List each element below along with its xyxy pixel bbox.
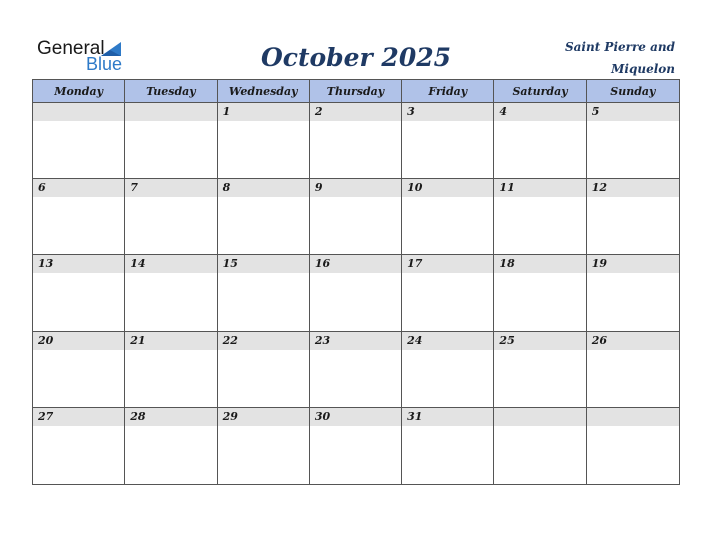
day-cell [33,179,125,255]
logo-word-blue: Blue [86,54,123,74]
day-cell [33,332,125,408]
day-number: 1 [222,105,231,118]
weekday-header: Thursday [310,80,402,103]
day-number: 21 [130,333,146,347]
weekday-header: Monday [33,80,125,103]
day-number: 8 [222,181,231,195]
day-cell [494,332,586,408]
day-number: 29 [222,409,238,423]
day-cell [33,103,125,179]
day-number: 23 [314,333,331,347]
day-cell [125,179,217,255]
day-number: 4 [499,105,508,118]
day-cell [218,255,310,331]
day-number: 14 [130,257,146,271]
day-number: 30 [314,409,331,423]
day-cell [494,408,586,484]
day-cell [125,408,217,484]
day-cell [218,103,310,179]
day-cell [402,255,494,331]
day-cell [310,332,402,408]
day-number: 28 [130,409,146,423]
day-cell [587,179,679,255]
day-cell [310,255,402,331]
day-cell [402,332,494,408]
day-number: 2 [314,105,323,118]
day-cell [587,255,679,331]
day-number: 11 [499,181,515,195]
day-cell [310,103,402,179]
day-cell [33,408,125,484]
generalblue-logo [37,38,137,74]
day-cell [218,332,310,408]
day-number: 12 [591,181,608,195]
day-cell [494,103,586,179]
day-number: 20 [38,333,54,347]
day-number: 5 [591,105,600,118]
day-number: 27 [38,409,54,423]
day-number: 25 [499,333,515,347]
day-cell [494,255,586,331]
day-number: 3 [407,105,415,118]
day-cell [310,179,402,255]
day-number: 17 [407,257,423,271]
day-number: 13 [38,257,54,271]
day-number: 18 [499,257,515,271]
day-number: 7 [130,181,138,195]
day-number: 6 [38,181,46,195]
day-number: 15 [222,257,238,271]
day-cell [218,408,310,484]
day-number: 10 [407,181,423,195]
day-cell [402,103,494,179]
day-number: 9 [314,181,323,195]
weekday-header: Sunday [587,80,679,103]
day-number: 31 [407,409,423,423]
day-cell [33,255,125,331]
day-cell [125,103,217,179]
day-cell [494,179,586,255]
day-cell [125,332,217,408]
weekday-header: Tuesday [125,80,217,103]
day-cell [587,408,679,484]
day-number: 24 [407,333,423,347]
weekday-header: Saturday [494,80,586,103]
calendar-title: October 2025 [260,43,452,72]
logo-word-general: General [37,38,105,59]
day-number: 19 [591,257,608,271]
day-cell [310,408,402,484]
calendar-grid [32,79,680,485]
day-cell [218,179,310,255]
day-cell [125,255,217,331]
weekday-header: Wednesday [218,80,310,103]
day-cell [402,408,494,484]
day-cell [402,179,494,255]
weekday-header: Friday [402,80,494,103]
day-number: 16 [314,257,331,271]
country-name: Saint Pierre and Miquelon [564,40,675,76]
day-number: 26 [591,333,608,347]
day-cell [587,332,679,408]
day-cell [587,103,679,179]
day-number: 22 [222,333,238,347]
